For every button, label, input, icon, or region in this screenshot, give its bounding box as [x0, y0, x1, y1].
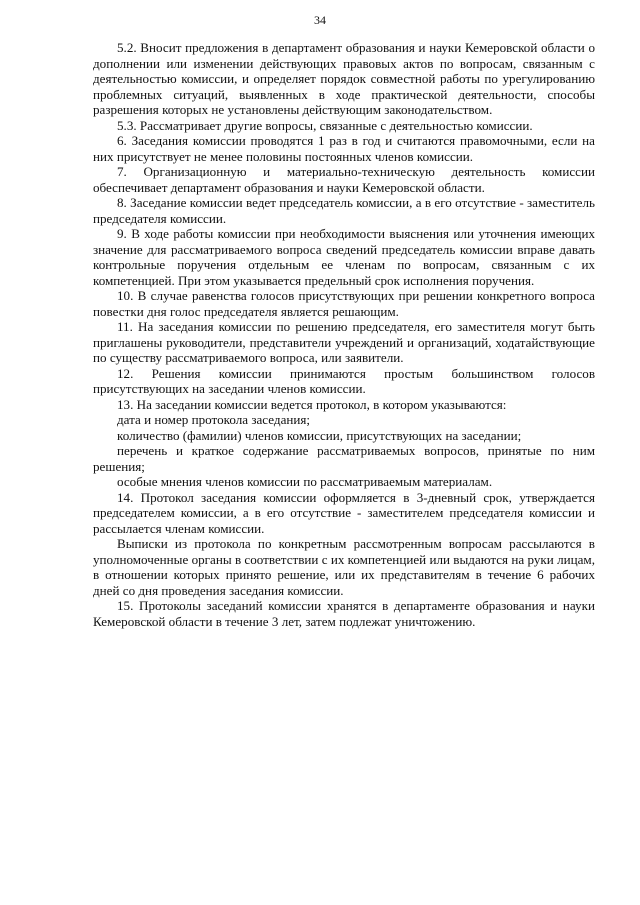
- paragraph-15: 15. Протоколы заседаний комиссии хранятся в департаменте образования и науки Кемеровской области в течение 3 лет, затем подлежат уничтожению.: [93, 598, 595, 629]
- paragraph-7: 7. Организационную и материально-техническую деятельность комиссии обеспечивает департамент образования и науки Кемеровской области.: [93, 164, 595, 195]
- protocol-item-date: дата и номер протокола заседания;: [117, 412, 311, 427]
- paragraph-9: 9. В ходе работы комиссии при необходимости выяснения или уточнения имеющих значение для рассматриваемого вопроса сведений председатель комиссии вправе давать контрольные поручения отдельным ее членам по вопросам, связанным с их компетенцией. При этом указывается предельный срок исполнения поручения.: [93, 226, 595, 288]
- paragraph-12: 12. Решения комиссии принимаются простым большинством голосов присутствующих на заседании членов комиссии.: [93, 365, 595, 396]
- paragraph-13: 13. На заседании комиссии ведется протокол, в котором указываются:: [117, 396, 507, 412]
- document-body: [93, 40, 595, 629]
- paragraph-10: 10. В случае равенства голосов присутствующих при решении конкретного вопроса повестки дня голос председателя является решающим.: [93, 288, 595, 319]
- protocol-item-members: количество (фамилии) членов комиссии, присутствующих на заседании;: [117, 427, 522, 443]
- paragraph-11: 11. На заседания комиссии по решению председателя, его заместителя могут быть приглашены руководители, представители учреждений и организаций, ходатайствующие по существу рассматриваемого вопроса, или заявители.: [93, 319, 595, 365]
- paragraph-6: 6. Заседания комиссии проводятся 1 раз в год и считаются правомочными, если на них присутствует не менее половины постоянных членов комиссии.: [93, 133, 595, 164]
- paragraph-5-3: 5.3. Рассматривает другие вопросы, связанные с деятельностью комиссии.: [117, 117, 533, 133]
- paragraph-extracts: Выписки из протокола по конкретным рассмотренным вопросам рассылаются в уполномоченные органы в соответствии с их компетенцией или выдаются на руки лицам, в отношении которых принято решение, или их представителям в течение 6 рабочих дней со дня проведения заседания комиссии.: [93, 536, 595, 598]
- protocol-item-questions: перечень и краткое содержание рассматриваемых вопросов, принятые по ним решения;: [93, 443, 595, 474]
- paragraph-14: 14. Протокол заседания комиссии оформляется в 3-дневный срок, утверждается председателем комиссии, а в его отсутствие - заместителем председателя комиссии и рассылается членам комиссии.: [93, 489, 595, 536]
- protocol-item-opinions: особые мнения членов комиссии по рассматриваемым материалам.: [117, 474, 493, 489]
- paragraph-5-2: 5.2. Вносит предложения в департамент образования и науки Кемеровской области о дополнении или изменении действующих правовых актов по вопросам, связанным с деятельностью комиссии, и определяет порядок совместной работы по урегулированию проблемных ситуаций, выявленных в ходе практической деятельности, способы разрешения которых не установлены действующим законодательством.: [93, 40, 595, 117]
- paragraph-8: 8. Заседание комиссии ведет председатель комиссии, а в его отсутствие - заместитель председателя комиссии.: [93, 195, 595, 226]
- page-number: 34: [314, 13, 326, 27]
